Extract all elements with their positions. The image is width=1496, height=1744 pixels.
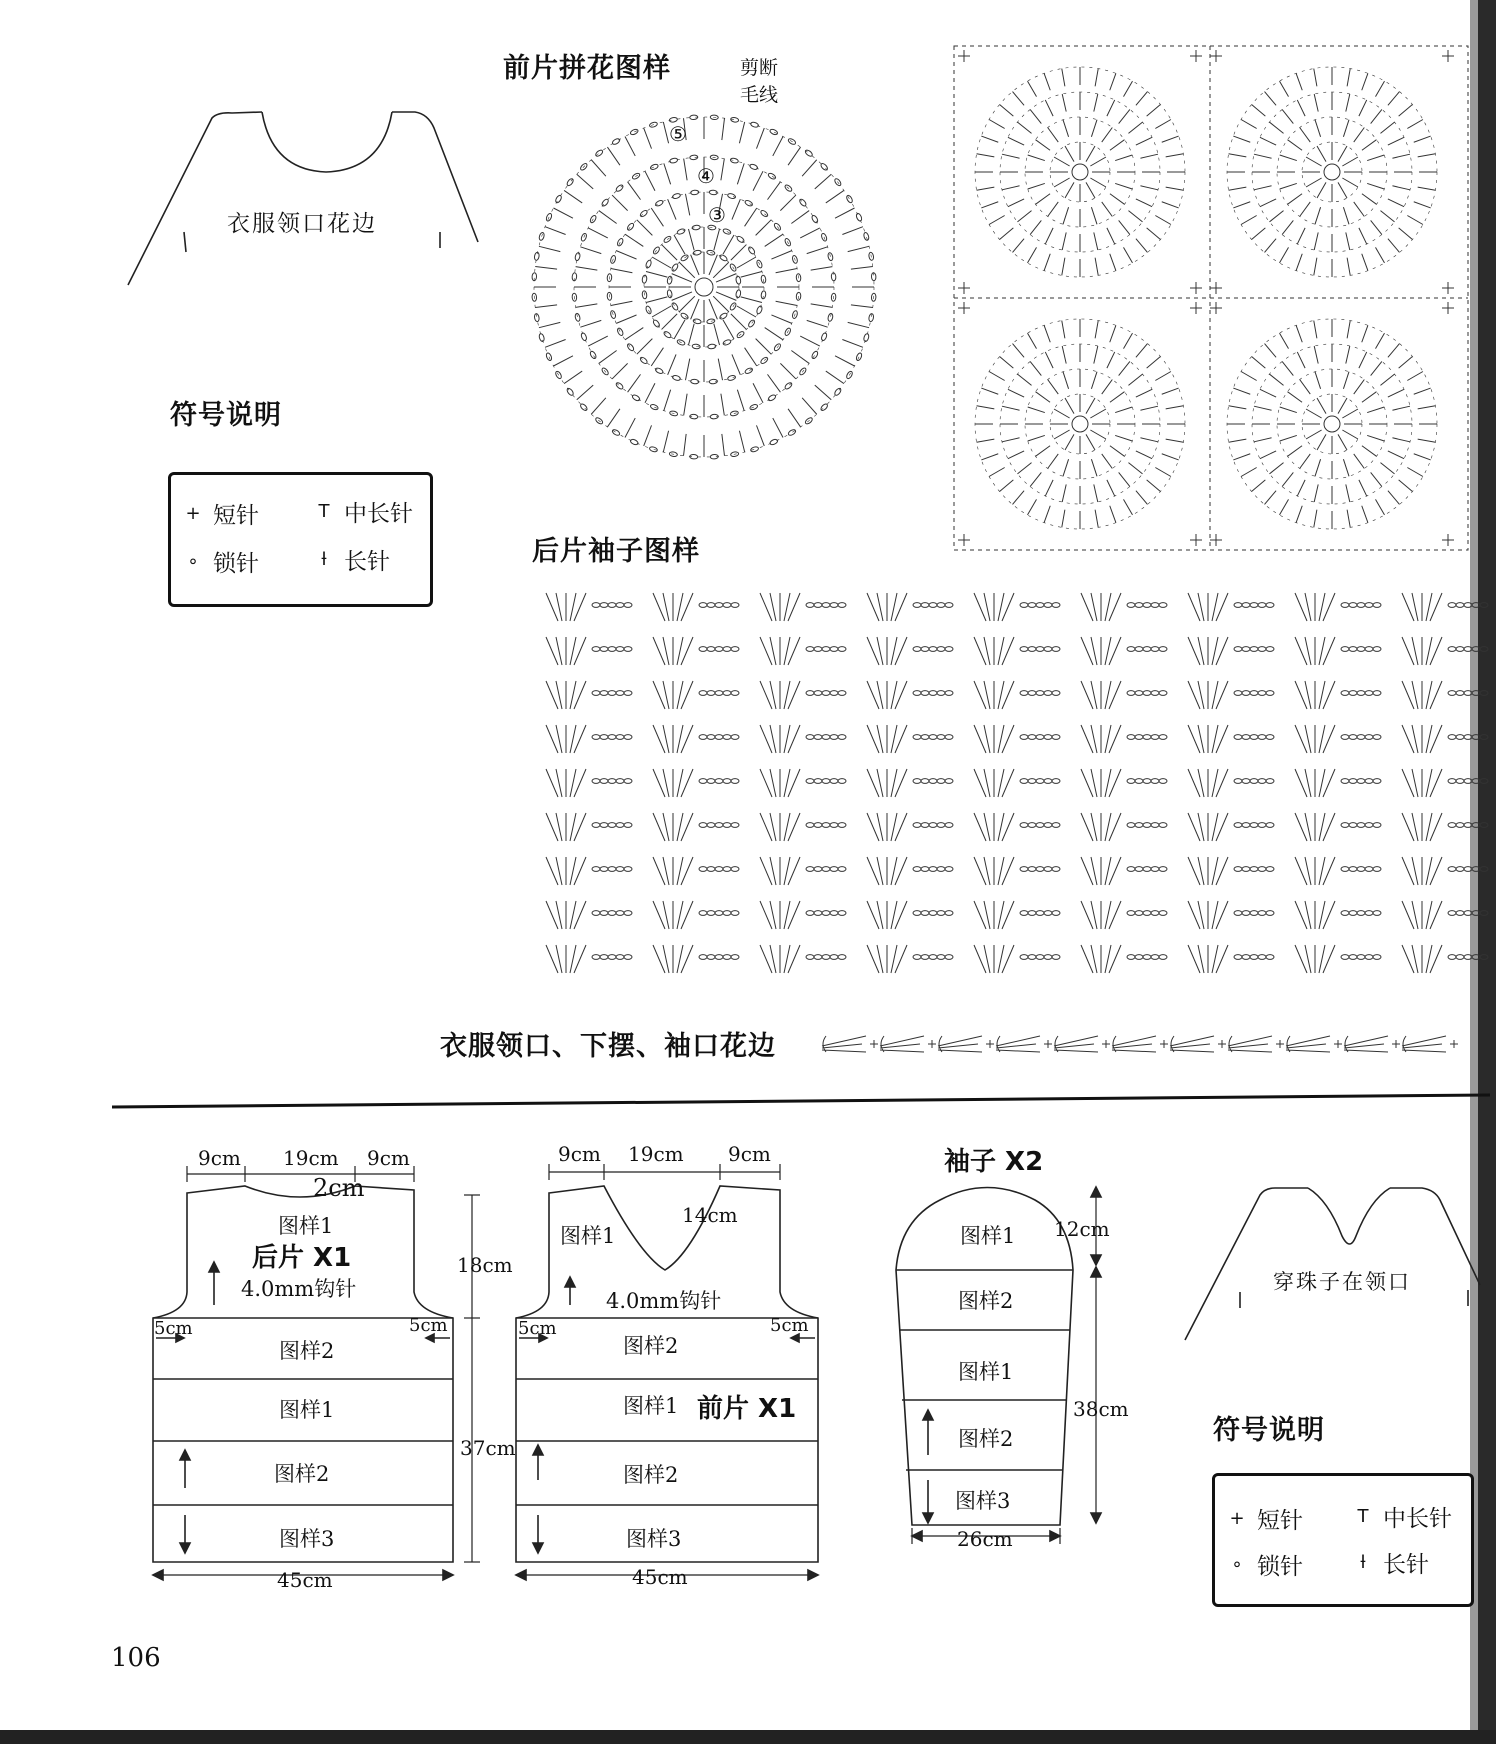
round-label-3: ③ — [708, 203, 726, 227]
edging-title: 衣服领口、下摆、袖口花边 — [440, 1031, 776, 1062]
back-dim-left: 9cm — [198, 1146, 241, 1170]
back-dim-mid: 19cm — [283, 1146, 339, 1170]
legend-item — [316, 543, 390, 576]
sleeve-band-0: 图样1 — [960, 1224, 1016, 1248]
front-armhole-left: 5cm — [518, 1318, 557, 1339]
back-height-lower: 37cm — [460, 1436, 516, 1460]
legend-item — [1355, 1546, 1429, 1579]
front-band-2: 图样1 — [623, 1394, 679, 1418]
sleeve-length: 38cm — [1073, 1397, 1129, 1421]
circle-icon: ∘ — [187, 551, 199, 572]
t-cross-icon: ƚ — [1360, 1552, 1366, 1573]
back-title: 后片 X1 — [252, 1243, 352, 1273]
back-width: 45cm — [277, 1568, 333, 1592]
back-band-1: 图样2 — [279, 1339, 335, 1363]
plus-icon: + — [185, 503, 201, 524]
legend-item — [316, 495, 413, 528]
legend-name: 短针 — [1257, 1508, 1303, 1534]
section-divider — [112, 1095, 1490, 1107]
sleeve-stitch-chart — [546, 593, 1488, 973]
front-band-4: 图样3 — [626, 1527, 682, 1551]
front-band-3: 图样2 — [623, 1463, 679, 1487]
legend-box-top — [168, 472, 433, 607]
t-icon: T — [1357, 1506, 1369, 1527]
sleeve-title: 袖子 X2 — [944, 1147, 1044, 1177]
legend-item — [185, 497, 259, 530]
legend-item — [1229, 1502, 1303, 1535]
cut-yarn-note-2: 毛线 — [740, 84, 779, 106]
round-label-5: ⑤ — [669, 122, 687, 146]
back-band-2: 图样1 — [279, 1398, 335, 1422]
front-dim-mid: 19cm — [628, 1142, 684, 1166]
neckline-sketch-top — [128, 112, 478, 285]
page-edge-shadow — [1478, 0, 1496, 1744]
back-armhole-right: 5cm — [409, 1315, 448, 1336]
sleeve-pattern-title: 后片袖子图样 — [532, 536, 700, 567]
bead-neck-label: 穿珠子在领口 — [1273, 1270, 1411, 1294]
legend-item — [185, 545, 259, 578]
plus-icon: + — [1229, 1508, 1245, 1529]
t-icon: T — [318, 501, 330, 522]
legend-name: 中长针 — [1383, 1506, 1452, 1532]
front-band-0: 图样1 — [560, 1224, 616, 1248]
back-height-upper: 18cm — [457, 1253, 513, 1277]
cut-yarn-note-1: 剪断 — [740, 57, 779, 79]
circle-icon: ∘ — [1231, 1554, 1243, 1575]
legend-name: 锁针 — [213, 551, 259, 577]
sleeve-cap-height: 12cm — [1054, 1217, 1110, 1241]
round-label-4: ④ — [697, 164, 715, 188]
neck-edging-label: 衣服领口花边 — [227, 211, 377, 237]
edging-stitch-chart — [822, 1036, 1458, 1052]
sleeve-width: 26cm — [957, 1527, 1013, 1551]
back-armhole-left: 5cm — [154, 1318, 193, 1339]
page-bottom-band — [0, 1730, 1496, 1744]
t-cross-icon: ƚ — [321, 549, 327, 570]
back-band-3: 图样2 — [274, 1462, 330, 1486]
front-band-1: 图样2 — [623, 1334, 679, 1358]
front-v-depth: 14cm — [682, 1203, 738, 1227]
front-armhole-right: 5cm — [770, 1315, 809, 1336]
front-square-motifs — [954, 46, 1468, 550]
back-dim-right: 9cm — [367, 1146, 410, 1170]
front-width: 45cm — [632, 1565, 688, 1589]
legend-name: 锁针 — [1257, 1554, 1303, 1580]
legend-item — [1355, 1500, 1452, 1533]
sleeve-band-1: 图样2 — [958, 1289, 1014, 1313]
front-hook: 4.0mm钩针 — [606, 1289, 722, 1313]
legend-title-top: 符号说明 — [170, 400, 282, 431]
front-dim-right: 9cm — [728, 1142, 771, 1166]
sleeve-band-2: 图样1 — [958, 1360, 1014, 1384]
legend-name: 长针 — [344, 549, 390, 575]
front-title: 前片 X1 — [697, 1394, 797, 1424]
sleeve-band-3: 图样2 — [958, 1427, 1014, 1451]
front-motif-title: 前片拼花图样 — [503, 53, 671, 84]
back-band-0: 图样1 — [278, 1214, 334, 1238]
neckline-sketch-bottom — [1185, 1188, 1480, 1340]
legend-name: 中长针 — [344, 501, 413, 527]
legend-box-bottom — [1212, 1473, 1474, 1607]
back-band-4: 图样3 — [279, 1527, 335, 1551]
legend-name: 短针 — [213, 503, 259, 529]
page-number: 106 — [111, 1643, 161, 1673]
legend-item — [1229, 1548, 1303, 1581]
legend-title-bottom: 符号说明 — [1213, 1415, 1325, 1446]
legend-name: 长针 — [1383, 1552, 1429, 1578]
sleeve-band-4: 图样3 — [955, 1489, 1011, 1513]
back-neck-drop: 2cm — [313, 1174, 365, 1202]
front-dim-left: 9cm — [558, 1142, 601, 1166]
back-hook: 4.0mm钩针 — [241, 1277, 357, 1301]
